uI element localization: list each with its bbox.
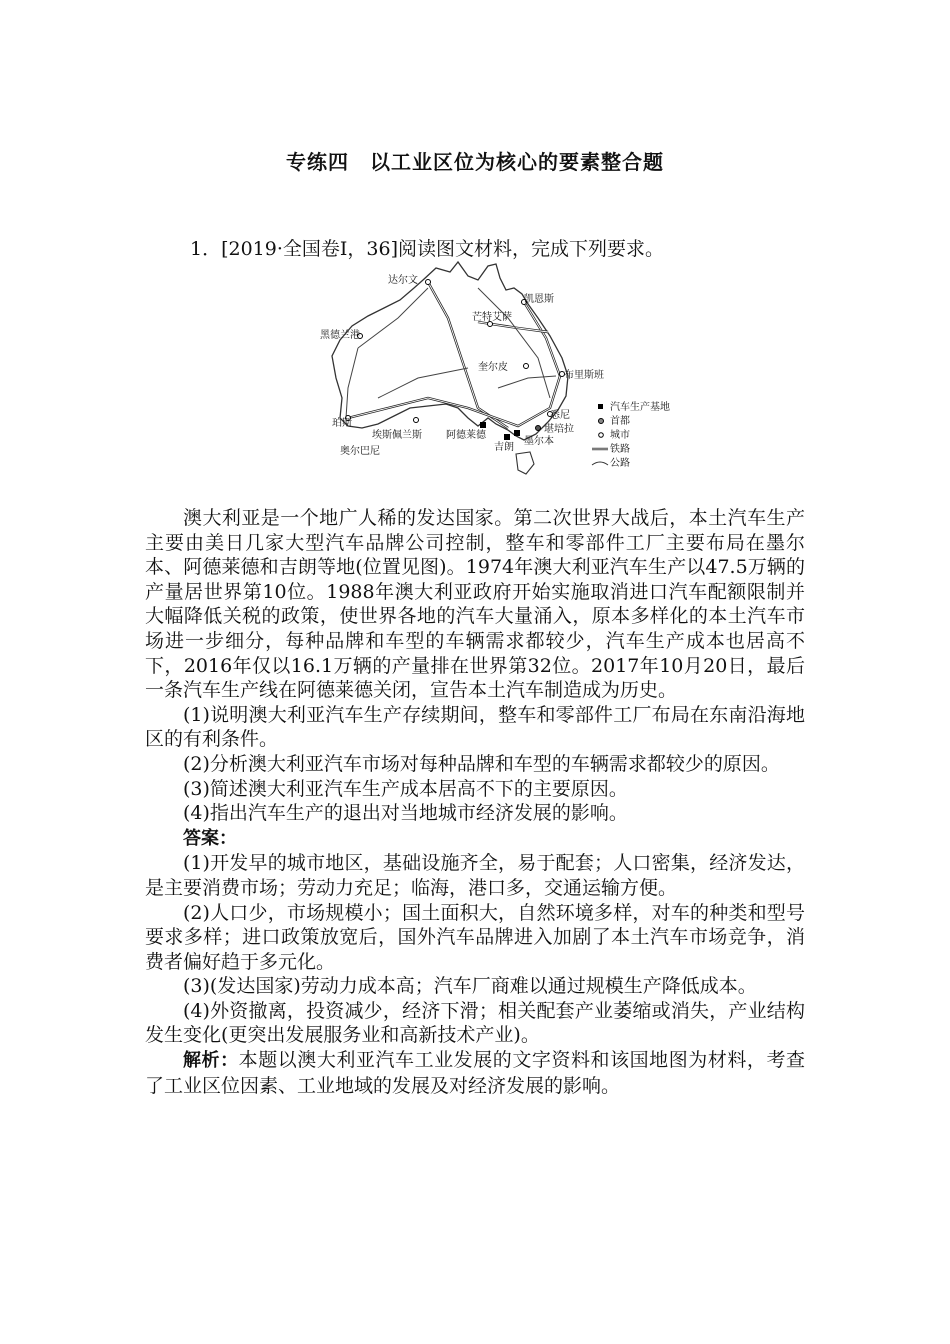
legend-capital: 首都: [610, 416, 630, 427]
city-label-geelong: 吉朗: [494, 442, 514, 453]
city-label-melbourne: 墨尔本: [524, 436, 554, 447]
question-item-4: (4)指出汽车生产的退出对当地城市经济发展的影响。: [183, 802, 628, 825]
road-line: [346, 288, 556, 418]
answer-item-3: (3)(发达国家)劳动力成本高；汽车厂商难以通过规模生产降低成本。: [183, 975, 757, 998]
legend-railway: 铁路: [610, 444, 630, 455]
city-label-mount-isa: 芒特艾萨: [472, 312, 512, 323]
city-label-esperance: 埃斯佩兰斯: [372, 430, 422, 441]
city-label-albany: 奥尔巴尼: [340, 446, 380, 457]
question-intro: 1．[2019·全国卷Ⅰ，36]阅读图文材料，完成下列要求。: [190, 238, 664, 260]
city-label-darwin: 达尔文: [388, 275, 418, 286]
australia-map-figure: [318, 258, 718, 482]
question-item-1: (1)说明澳大利亚汽车生产存续期间，整车和零部件工厂布局在东南沿海地区的有利条件。: [145, 703, 805, 751]
city-label-adelaide: 阿德莱德: [446, 430, 486, 441]
map-legend: [592, 400, 670, 469]
answer-item-1: (1)开发早的城市地区，基础设施齐全，易于配套；人口密集，经济发达，是主要消费市场；劳动力充足；临海，港口多，交通运输方便。: [145, 852, 805, 899]
city-label-canberra: 堪培拉: [544, 424, 574, 435]
document-body: [145, 506, 805, 1098]
city-label-alice-springs: 奎尔皮: [478, 362, 508, 373]
answer-item-4: (4)外资撤离，投资减少，经济下滑；相关配套产业萎缩或消失，产业结构发生变化(更突出发展服务业和高新技术产业)。: [145, 999, 805, 1047]
city-icon: [599, 433, 604, 438]
analysis-text: 本题以澳大利亚汽车工业发展的文字资料和该国地图为材料，考查了工业区位因素、工业地域的发展及对经济发展的影响。: [145, 1049, 805, 1097]
answer-item-2: (2)人口少，市场规模小；国土面积大，自然环境多样，对车的种类和型号要求多样；进口政策放宽后，国外汽车品牌进入加剧了本土汽车市场竞争，消费者偏好趋于多元化。: [145, 901, 805, 973]
tasmania-outline: [516, 452, 534, 474]
question-item-3: (3)简述澳大利亚汽车生产成本居高不下的主要原因。: [183, 777, 628, 800]
capital-icon: [599, 419, 604, 424]
road-icon: [592, 462, 608, 465]
city-label-perth: 珀斯: [332, 418, 352, 429]
city-label-port-hedland: 黑德兰港: [320, 330, 360, 341]
answer-label: 答案：: [183, 827, 237, 849]
legend-auto-base: 汽车生产基地: [610, 402, 670, 413]
australia-map: [318, 258, 718, 482]
answer-heading: [145, 826, 805, 852]
legend-city: 城市: [610, 430, 630, 441]
city-label-cairns: 凯恩斯: [524, 294, 554, 305]
city-label-brisbane: 布里斯班: [564, 370, 604, 381]
material-paragraph: 澳大利亚是一个地广人稀的发达国家。第二次世界大战后，本土汽车生产主要由美日几家大型汽车品牌公司控制，整车和零部件工厂主要布局在墨尔本、阿德莱德和吉朗等地(位置见图)。1974年澳大利亚汽车生产以47.5万辆的产量居世界第10位。1988年澳大利亚政府开始实施取消进口汽车配额限制并大幅降低关税的政策，使世界各地的汽车大量涌入，原本多样化的本土汽车市场进一步细分，每种品牌和车型的车辆需求都较少，汽车生产成本也居高不下，2016年仅以16.1万辆的产量排在世界第32位。2017年10月20日，最后一条汽车生产线在阿德莱德关闭，宣告本土汽车制造成为历史。: [145, 507, 805, 702]
page-title: 专练四 以工业区位为核心的要素整合题: [286, 150, 664, 174]
analysis-label: 解析：: [183, 1050, 239, 1072]
analysis-paragraph: [145, 1048, 805, 1098]
city-label-sydney: 悉尼: [550, 410, 570, 421]
question-item-2: (2)分析澳大利亚汽车市场对每种品牌和车型的车辆需求都较少的原因。: [183, 752, 780, 775]
auto-base-icon: [598, 404, 603, 409]
legend-road: 公路: [610, 458, 630, 469]
